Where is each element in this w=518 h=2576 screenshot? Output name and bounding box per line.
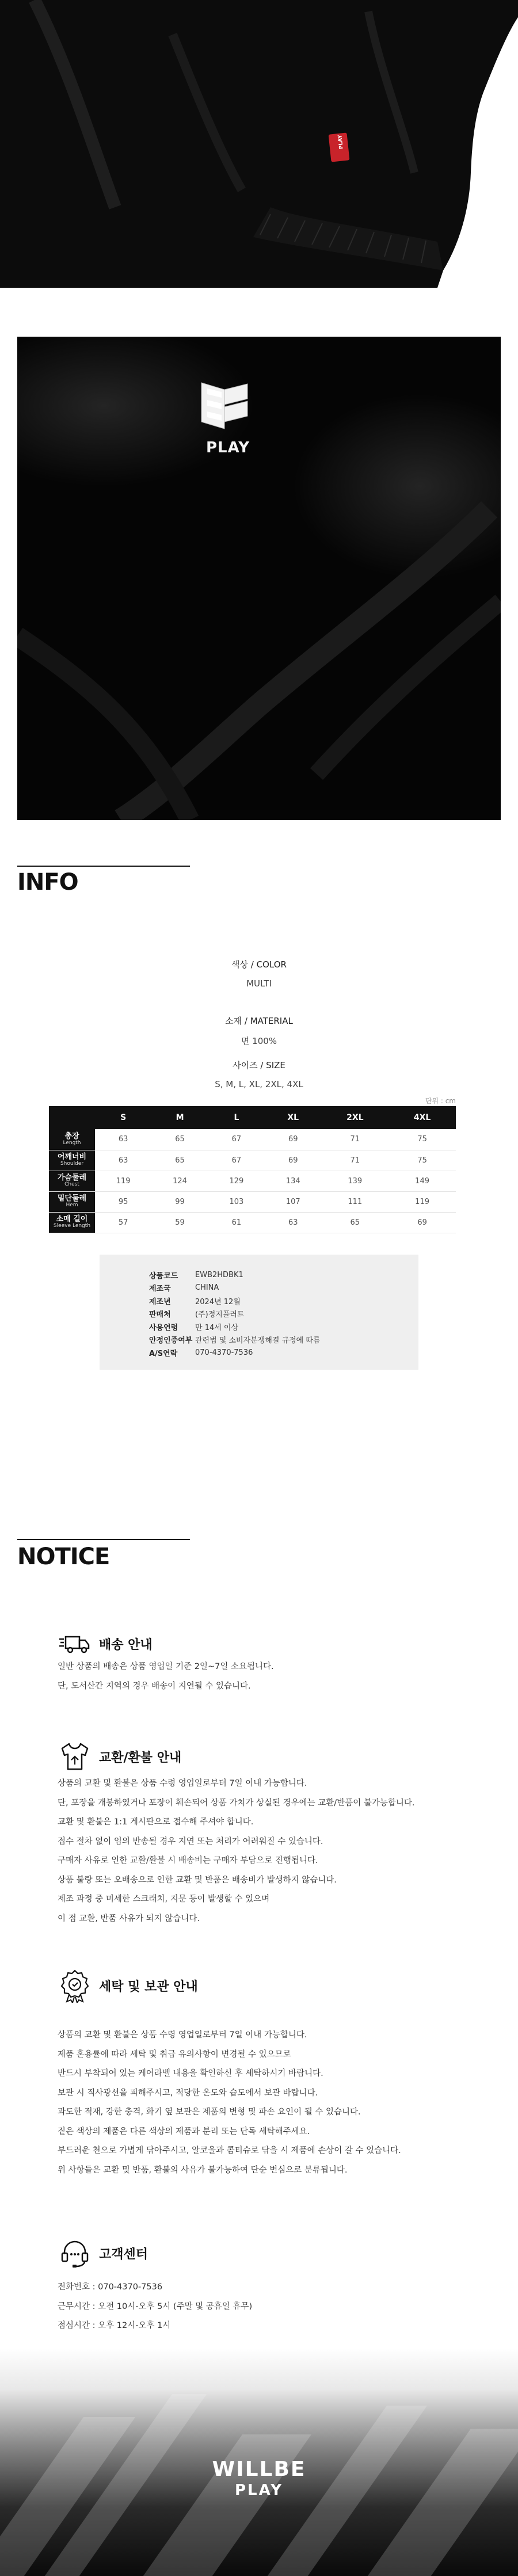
size-col-header: XL	[265, 1106, 321, 1129]
table-cell: 65	[151, 1129, 208, 1150]
table-cell: 103	[208, 1191, 265, 1212]
notice-line: 상품 불량 또는 오배송으로 인한 교환 및 반품은 배송비가 발생하지 않습니다.	[58, 1875, 337, 1885]
table-cell: 67	[208, 1150, 265, 1171]
table-cell: 63	[95, 1129, 151, 1150]
table-cell: 67	[208, 1129, 265, 1150]
table-cell: 134	[265, 1171, 321, 1191]
delivery-truck-icon	[58, 1626, 92, 1661]
size-col-header: L	[208, 1106, 265, 1129]
notice-line: 제조 과정 중 미세한 스크래치, 지문 등이 발생할 수 있으며	[58, 1895, 270, 1904]
size-col-header: S	[95, 1106, 151, 1129]
spec-value: 2024년 12월	[195, 1297, 241, 1306]
info-rule	[17, 866, 190, 867]
material-value: 면 100%	[241, 1036, 277, 1046]
exchange-text	[58, 1774, 472, 1929]
exchange-heading	[58, 1739, 181, 1774]
spec-key: 판매처	[149, 1310, 171, 1320]
table-cell: 71	[321, 1129, 389, 1150]
notice-line: 이 점 교환, 반품 사유가 되지 않습니다.	[58, 1914, 200, 1923]
notice-line: 근무시간 : 오전 10시-오후 5시 (주말 및 공휴일 휴무)	[58, 2301, 253, 2311]
info-heading: INFO	[17, 869, 78, 895]
notice-line: 교환 및 환불은 1:1 게시판으로 접수해 주셔야 합니다.	[58, 1817, 254, 1827]
spec-row	[149, 1308, 418, 1321]
notice-line: 상품의 교환 및 환불은 상품 수령 영업일로부터 7일 이내 가능합니다.	[58, 2030, 307, 2040]
footer-banner	[0, 2348, 518, 2576]
table-cell: 119	[389, 1191, 456, 1212]
product-photo-sleeve	[0, 0, 518, 288]
size-label: 사이즈 / SIZE	[233, 1060, 285, 1070]
table-cell: 107	[265, 1191, 321, 1212]
delivery-title: 배송 안내	[99, 1637, 153, 1652]
size-col-header: M	[151, 1106, 208, 1129]
spec-key: 안정인증여부	[149, 1336, 193, 1346]
row-header-en: Chest	[64, 1182, 79, 1188]
care-text	[58, 2026, 472, 2180]
color-label: 색상 / COLOR	[231, 959, 287, 970]
delivery-heading	[58, 1626, 153, 1661]
badge-icon	[58, 1968, 92, 2003]
spec-value: 만 14세 이상	[195, 1323, 239, 1332]
row-header	[49, 1150, 95, 1171]
tag-text: PLAY	[337, 134, 345, 150]
size-col-header: 2XL	[321, 1106, 389, 1129]
table-cell: 65	[321, 1212, 389, 1233]
chevron-logo-icon	[190, 371, 276, 440]
notice-line: 일반 상품의 배송은 상품 영업일 기준 2일~7일 소요됩니다.	[58, 1662, 274, 1671]
table-cell: 61	[208, 1212, 265, 1233]
table-cell: 119	[95, 1171, 151, 1191]
spec-key: 상품코드	[149, 1271, 178, 1281]
size-table-corner	[49, 1106, 95, 1129]
notice-line: 상품의 교환 및 환불은 상품 수령 영업일로부터 7일 이내 가능합니다.	[58, 1779, 307, 1788]
logo-text: PLAY	[206, 439, 250, 456]
table-cell: 69	[389, 1212, 456, 1233]
table-cell: 129	[208, 1171, 265, 1191]
row-header	[49, 1191, 95, 1212]
row-header-ko: 가슴둘레	[57, 1173, 87, 1182]
table-cell: 139	[321, 1171, 389, 1191]
row-header	[49, 1212, 95, 1233]
table-row	[49, 1191, 456, 1212]
row-header-en: Sleeve Length	[53, 1223, 91, 1229]
row-header-ko: 소매 길이	[56, 1214, 88, 1224]
table-cell: 57	[95, 1212, 151, 1233]
spec-row	[149, 1346, 418, 1359]
care-title: 세탁 및 보관 안내	[99, 1979, 198, 1994]
product-spec-box	[100, 1255, 418, 1370]
notice-line: 구매자 사유로 인한 교환/환불 시 배송비는 구매자 부담으로 진행됩니다.	[58, 1856, 318, 1865]
table-row	[49, 1212, 456, 1233]
table-cell: 99	[151, 1191, 208, 1212]
notice-line: 접수 절차 없이 임의 반송될 경우 지연 또는 처리가 어려워질 수 있습니다.	[58, 1836, 323, 1846]
table-cell: 69	[265, 1150, 321, 1171]
spec-key: 제조년	[149, 1297, 171, 1306]
table-cell: 59	[151, 1212, 208, 1233]
embroidered-play-logo	[190, 371, 276, 469]
table-cell: 124	[151, 1171, 208, 1191]
spec-value: 관련법 및 소비자분쟁해결 규정에 따름	[195, 1336, 321, 1346]
spec-row	[149, 1333, 418, 1347]
row-header-en: Hem	[66, 1202, 78, 1209]
notice-line: 과도한 적재, 강한 충격, 화기 옆 보관은 제품의 변형 및 파손 요인이 될 수 있습니다.	[58, 2108, 361, 2117]
size-value: S, M, L, XL, 2XL, 4XL	[215, 1079, 303, 1089]
row-header-en: Shoulder	[60, 1161, 84, 1167]
table-row	[49, 1150, 456, 1171]
table-cell: 65	[151, 1150, 208, 1171]
row-header	[49, 1129, 95, 1150]
spec-value: (주)정지플러트	[195, 1310, 245, 1320]
table-cell: 95	[95, 1191, 151, 1212]
size-table	[49, 1106, 456, 1233]
spec-value: 070-4370-7536	[195, 1348, 253, 1357]
table-row	[49, 1171, 456, 1191]
notice-rule	[17, 1539, 190, 1540]
table-cell: 75	[389, 1150, 456, 1171]
spec-key: A/S연락	[149, 1349, 178, 1358]
table-cell: 69	[265, 1129, 321, 1150]
spec-key: 사용연령	[149, 1323, 178, 1332]
material-info	[0, 1015, 518, 1047]
cs-heading	[58, 2236, 148, 2270]
spec-row	[149, 1282, 418, 1295]
color-value: MULTI	[246, 978, 272, 989]
unit-note: 단위 : cm	[425, 1097, 456, 1105]
size-col-header: 4XL	[389, 1106, 456, 1129]
footer-brand-top: WILLBE	[212, 2457, 306, 2481]
notice-line: 짙은 색상의 제품은 다른 색상의 제품과 분리 또는 단독 세탁해주세요.	[58, 2127, 310, 2136]
red-brand-tag	[329, 132, 350, 162]
notice-line: 단, 포장을 개봉하였거나 포장이 훼손되어 상품 가치가 상실된 경우에는 교환/반품이 불가능합니다.	[58, 1798, 415, 1808]
headset-icon	[58, 2236, 92, 2270]
product-photo-logo-closeup	[17, 337, 501, 820]
spec-key: 제조국	[149, 1285, 171, 1294]
delivery-text	[58, 1657, 472, 1696]
notice-line: 반드시 부착되어 있는 케어라벨 내용을 확인하신 후 세탁하시기 바랍니다.	[58, 2069, 323, 2078]
notice-line: 위 사항들은 교환 및 반품, 환불의 사유가 불가능하여 단순 변심으로 분류됩니다.	[58, 2165, 348, 2175]
notice-line: 제품 혼용률에 따라 세탁 및 취급 유의사항이 변경될 수 있으므로	[58, 2049, 291, 2059]
exchange-title: 교환/환불 안내	[99, 1750, 182, 1765]
row-header-ko: 총장	[64, 1131, 79, 1141]
spec-value: EWB2HDBK1	[195, 1270, 243, 1279]
tshirt-icon	[58, 1739, 92, 1774]
table-cell: 149	[389, 1171, 456, 1191]
notice-heading: NOTICE	[17, 1544, 110, 1570]
table-cell: 63	[265, 1212, 321, 1233]
row-header-ko: 밑단둘레	[57, 1194, 87, 1203]
row-header-ko: 어깨너비	[57, 1152, 87, 1161]
notice-line: 점심시간 : 오후 12시-오후 1시	[58, 2321, 171, 2330]
cs-text	[58, 2278, 472, 2336]
footer-brand-bottom: PLAY	[234, 2482, 284, 2499]
row-header-en: Length	[63, 1140, 81, 1146]
notice-line: 단, 도서산간 지역의 경우 배송이 지연될 수 있습니다.	[58, 1681, 251, 1691]
notice-line: 보관 시 직사광선을 피해주시고, 적당한 온도와 습도에서 보관 바랍니다.	[58, 2088, 318, 2098]
spec-value: CHINA	[195, 1283, 219, 1293]
spec-row	[149, 1320, 418, 1333]
cs-title: 고객센터	[99, 2247, 148, 2262]
table-cell: 111	[321, 1191, 389, 1212]
spec-row	[149, 1294, 418, 1308]
table-cell: 71	[321, 1150, 389, 1171]
care-heading	[58, 1968, 198, 2003]
table-row	[49, 1129, 456, 1150]
table-cell: 63	[95, 1150, 151, 1171]
row-header	[49, 1171, 95, 1191]
notice-line: 부드러운 천으로 가볍게 닦아주시고, 알코올과 콤티슈로 닦을 시 제품에 손상이 갈 수 있습니다.	[58, 2146, 401, 2155]
size-table-header-row	[49, 1106, 456, 1129]
material-label: 소재 / MATERIAL	[225, 1016, 293, 1026]
size-info	[0, 1059, 518, 1089]
color-info	[0, 958, 518, 989]
notice-line: 전화번호 : 070-4370-7536	[58, 2282, 163, 2292]
spec-row	[149, 1268, 418, 1282]
table-cell: 75	[389, 1129, 456, 1150]
